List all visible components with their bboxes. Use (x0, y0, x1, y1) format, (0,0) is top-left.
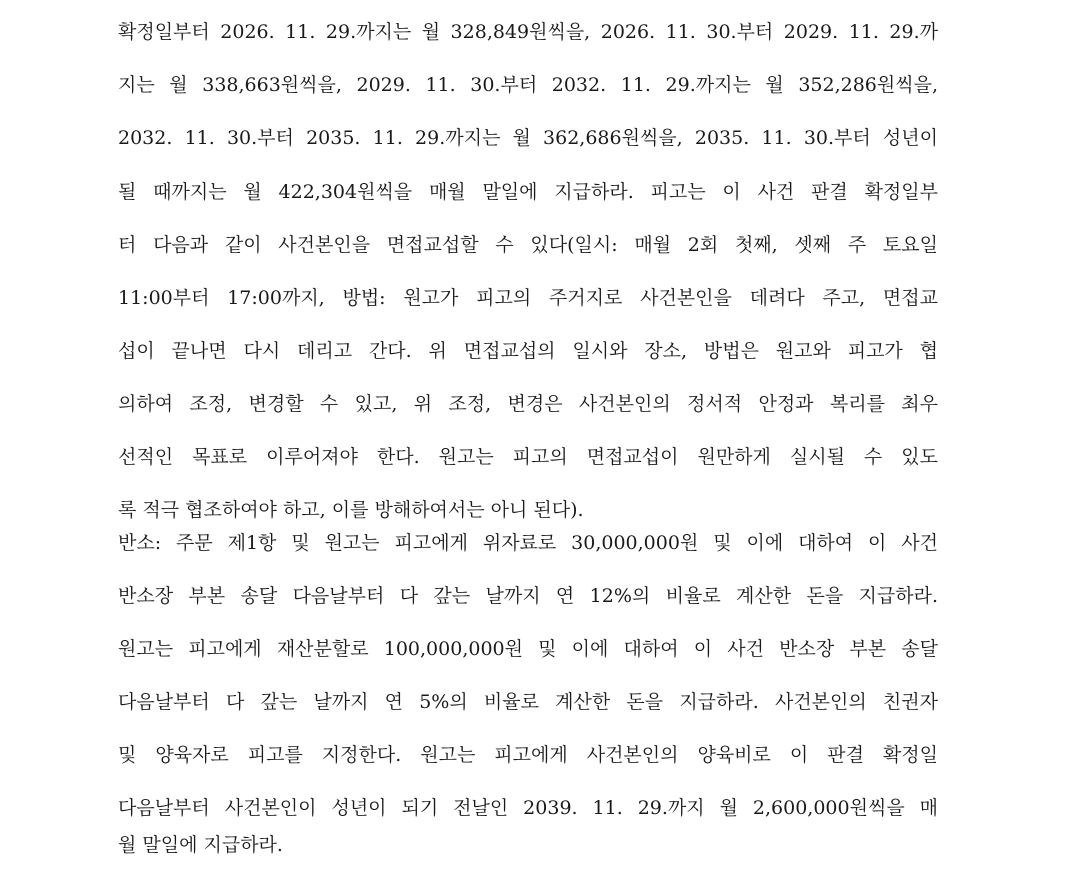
text-line: 월 말일에 지급하라. (118, 834, 283, 856)
text-line: 다음날부터 사건본인이 성년이 되기 전날인 2039. 11. 29.까지 월 2,600,000원씩을 매 (118, 797, 938, 819)
text-line: 터 다음과 같이 사건본인을 면접교섭할 수 있다(일시: 매월 2회 첫째, 셋째 주 토요일 (118, 234, 938, 256)
text-line: 확정일부터 2026. 11. 29.까지는 월 328,849원씩을, 2026. 11. 30.부터 2029. 11. 29.까 (118, 21, 938, 43)
text-line: 반소장 부본 송달 다음날부터 다 갚는 날까지 연 12%의 비율로 계산한 돈을 지급하라. (118, 585, 938, 607)
text-line: 다음날부터 다 갚는 날까지 연 5%의 비율로 계산한 돈을 지급하라. 사건본인의 친권자 (118, 691, 938, 713)
text-line: 록 적극 협조하여야 하고, 이를 방해하여서는 아니 된다). (118, 499, 584, 521)
text-line: 선적인 목표로 이루어져야 한다. 원고는 피고의 면접교섭이 원만하게 실시될 수 있도 (118, 446, 938, 468)
text-line: 반소: 주문 제1항 및 원고는 피고에게 위자료로 30,000,000원 및 이에 대하여 이 사건 (118, 532, 938, 554)
text-line: 될 때까지는 월 422,304원씩을 매월 말일에 지급하라. 피고는 이 사건 판결 확정일부 (118, 181, 938, 203)
text-line: 지는 월 338,663원씩을, 2029. 11. 30.부터 2032. 11. 29.까지는 월 352,286원씩을, (118, 74, 938, 96)
text-line: 및 양육자로 피고를 지정한다. 원고는 피고에게 사건본인의 양육비로 이 판결 확정일 (118, 744, 938, 766)
text-line: 섭이 끝나면 다시 데리고 간다. 위 면접교섭의 일시와 장소, 방법은 원고와 피고가 협 (118, 340, 938, 362)
text-line: 11:00부터 17:00까지, 방법: 원고가 피고의 주거지로 사건본인을 데려다 주고, 면접교 (118, 287, 938, 309)
text-line: 원고는 피고에게 재산분할로 100,000,000원 및 이에 대하여 이 사건 반소장 부본 송달 (118, 638, 938, 660)
text-line: 의하여 조정, 변경할 수 있고, 위 조정, 변경은 사건본인의 정서적 안정과 복리를 최우 (118, 393, 938, 415)
text-line: 2032. 11. 30.부터 2035. 11. 29.까지는 월 362,686원씩을, 2035. 11. 30.부터 성년이 (118, 127, 938, 149)
